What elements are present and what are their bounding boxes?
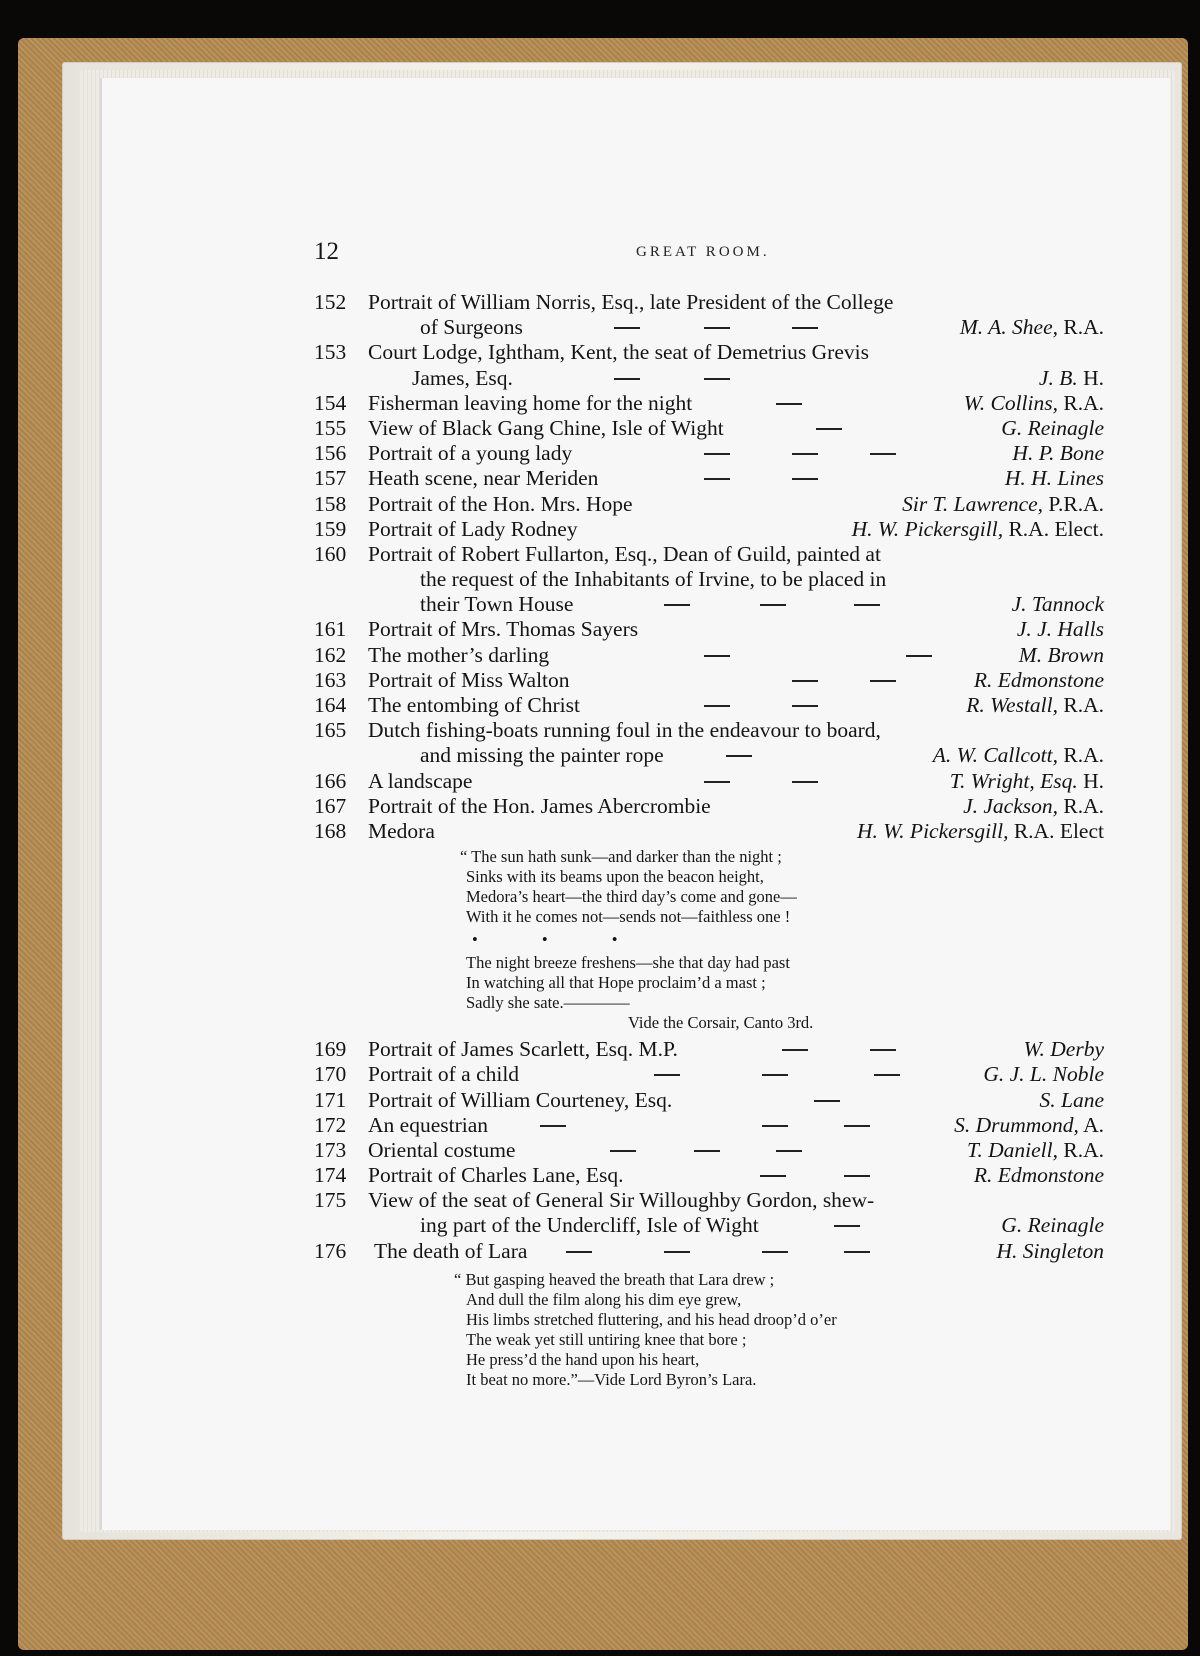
entry-title: Portrait of a young lady: [368, 441, 573, 466]
entry-number: 174: [314, 1163, 347, 1188]
entry-title: View of Black Gang Chine, Isle of Wight: [368, 415, 724, 440]
dash-rule: [694, 1150, 720, 1152]
entry-number: 153: [314, 340, 347, 365]
entry-title: A landscape: [368, 768, 473, 793]
dash-rule: [870, 453, 896, 455]
entry-number: 173: [314, 1137, 347, 1162]
dash-rule: [704, 453, 730, 455]
entry-number: 158: [314, 491, 347, 516]
dash-rule: [792, 781, 818, 783]
entry-title: Portrait of Charles Lane, Esq.: [368, 1163, 624, 1188]
entry-title: Portrait of a child: [368, 1062, 520, 1087]
quote-line: The weak yet still untiring knee that bore ;: [466, 1329, 747, 1349]
quote-line: The night breeze freshens—she that day had past: [466, 953, 790, 973]
entry-166: [314, 769, 1104, 794]
entry-number: 162: [314, 642, 347, 667]
entry-title: Portrait of Mrs. Thomas Sayers: [368, 617, 639, 642]
entry-number: 159: [314, 516, 347, 541]
artist: H. Singleton: [996, 1238, 1104, 1263]
artist: J. Tannock: [1011, 592, 1104, 617]
entry-title: The death of Lara: [374, 1238, 528, 1263]
entry-155: [314, 416, 1104, 441]
artist: M. Brown: [1018, 642, 1104, 667]
entry-number: 175: [314, 1188, 347, 1213]
entry-175: [314, 1188, 1104, 1213]
artist: R. Westall, R.A.: [966, 693, 1104, 717]
dash-rule: [792, 478, 818, 480]
entry-title: Portrait of Lady Rodney: [368, 516, 578, 541]
artist: R. Edmonstone: [973, 667, 1104, 692]
entry-title: The mother’s darling: [368, 642, 550, 667]
artist: S. Lane: [1039, 1087, 1104, 1112]
artist: H. W. Pickersgill, R.A. Elect.: [851, 516, 1104, 541]
quote-line: With it he comes not—sends not—faithless one !: [466, 907, 791, 927]
entry-174: [314, 1163, 1104, 1188]
artist: T. Daniell, R.A.: [967, 1137, 1104, 1162]
entry-154: [314, 391, 1104, 416]
entry-title: Portrait of William Norris, Esq., late President of the College: [368, 290, 894, 314]
entry-number: 169: [314, 1037, 347, 1062]
dash-rule: [762, 1074, 788, 1076]
dash-rule: [906, 655, 932, 657]
dash-rule: [844, 1125, 870, 1127]
entry-number: 155: [314, 415, 347, 440]
dash-rule: [874, 1074, 900, 1076]
dash-rule: [762, 1251, 788, 1253]
entry-title: Portrait of Robert Fullarton, Esq., Dean of Guild, painted at: [368, 541, 881, 566]
entry-continuation: [314, 592, 1104, 617]
artist: R. Edmonstone: [973, 1163, 1104, 1188]
entry-163: [314, 668, 1104, 693]
dash-rule: [704, 478, 730, 480]
artist: H. P. Bone: [1012, 441, 1104, 466]
dash-rule: [610, 1150, 636, 1152]
dash-rule: [844, 1175, 870, 1177]
entry-title: Medora: [368, 818, 435, 843]
entry-160: [314, 542, 1104, 567]
entry-167: [314, 794, 1104, 819]
ellipsis-dots: • • •: [472, 930, 648, 950]
entry-title: Portrait of James Scarlett, Esq. M.P.: [368, 1037, 678, 1062]
entry-number: 157: [314, 466, 347, 491]
quote-line: His limbs stretched fluttering, and his head droop’d o’er: [466, 1309, 837, 1329]
entry-159: [314, 517, 1104, 542]
artist: Sir T. Lawrence, P.R.A.: [902, 491, 1104, 516]
dash-rule: [704, 378, 730, 380]
entry-165: [314, 718, 1104, 743]
entry-title: Oriental costume: [368, 1137, 516, 1162]
dash-rule: [704, 327, 730, 329]
entry-164: [314, 693, 1104, 718]
entry-number: 165: [314, 718, 347, 743]
entry-157: [314, 466, 1104, 491]
dash-rule: [654, 1074, 680, 1076]
artist: A. W. Callcott, R.A.: [932, 743, 1104, 768]
entry-170: [314, 1062, 1104, 1087]
entry-173: [314, 1138, 1104, 1163]
entry-continuation: [314, 315, 1104, 340]
entry-153: [314, 340, 1104, 365]
entry-152: [314, 290, 1104, 315]
dash-rule: [566, 1251, 592, 1253]
artist: G. Reinagle: [1001, 415, 1104, 440]
entry-title: Portrait of William Courteney, Esq.: [368, 1087, 673, 1112]
entry-continuation: [314, 743, 1104, 768]
entry-number: 156: [314, 441, 347, 466]
entry-title: Portrait of the Hon. James Abercrombie: [368, 793, 711, 818]
dash-rule: [704, 781, 730, 783]
quote-line: He press’d the hand upon his heart,: [466, 1349, 700, 1369]
entry-number: 163: [314, 667, 347, 692]
entry-title-continued: the request of the Inhabitants of Irvine, to be placed in: [420, 567, 887, 592]
dash-rule: [792, 453, 818, 455]
dash-rule: [776, 1150, 802, 1152]
dash-rule: [792, 327, 818, 329]
entry-title: An equestrian: [368, 1112, 489, 1137]
quote-line: Medora’s heart—the third day’s come and gone—: [466, 887, 797, 907]
entry-title: Court Lodge, Ightham, Kent, the seat of Demetrius Grevis: [368, 340, 869, 365]
quote-line: And dull the film along his dim eye grew,: [466, 1289, 742, 1309]
entry-continuation: [314, 567, 1104, 592]
dash-rule: [726, 755, 752, 757]
dash-rule: [776, 403, 802, 405]
entry-171: [314, 1088, 1104, 1113]
entry-number: 172: [314, 1112, 347, 1137]
dash-rule: [870, 680, 896, 682]
entry-title-continued: ing part of the Undercliff, Isle of Wight: [420, 1213, 759, 1238]
entry-continuation: [314, 366, 1104, 391]
dash-rule: [816, 428, 842, 430]
entry-number: 176: [314, 1238, 347, 1263]
artist: J. B. H.: [1038, 365, 1104, 390]
dash-rule: [762, 1125, 788, 1127]
quote-line: “ The sun hath sunk—and darker than the night ;: [460, 847, 782, 867]
artist: W. Derby: [1023, 1037, 1104, 1062]
dash-rule: [614, 327, 640, 329]
entry-number: 164: [314, 693, 347, 717]
dash-rule: [854, 604, 880, 606]
dash-rule: [704, 655, 730, 657]
page-header: [314, 238, 1094, 268]
artist: H. H. Lines: [1004, 466, 1104, 491]
entry-title-continued: of Surgeons: [420, 315, 523, 340]
dash-rule: [614, 378, 640, 380]
entry-161: [314, 617, 1104, 642]
entry-title: Portrait of Miss Walton: [368, 667, 570, 692]
page-number: 12: [314, 238, 339, 265]
corsair-quotation: [460, 847, 1104, 1033]
entry-title: The entombing of Christ: [368, 693, 580, 717]
entry-title: Portrait of the Hon. Mrs. Hope: [368, 491, 633, 516]
entry-continuation: [314, 1213, 1104, 1238]
entry-number: 152: [314, 290, 347, 314]
entry-162: [314, 643, 1104, 668]
entry-number: 160: [314, 541, 347, 566]
entry-title: View of the seat of General Sir Willoughby Gordon, shew-: [368, 1188, 875, 1213]
quote-citation: Vide the Corsair, Canto 3rd.: [628, 1013, 814, 1033]
catalogue-entries: [314, 290, 1104, 1390]
artist: G. Reinagle: [1001, 1213, 1104, 1238]
entry-title: Heath scene, near Meriden: [368, 466, 599, 491]
dash-rule: [870, 1049, 896, 1051]
dash-rule: [792, 680, 818, 682]
dash-rule: [664, 604, 690, 606]
entry-title-continued: their Town House: [420, 592, 574, 617]
dash-rule: [834, 1225, 860, 1227]
entry-title: Fisherman leaving home for the night: [368, 390, 693, 415]
artist: J. Jackson, R.A.: [963, 793, 1104, 818]
artist: M. A. Shee, R.A.: [959, 315, 1104, 340]
artist: H. W. Pickersgill, R.A. Elect: [856, 818, 1104, 843]
quote-line: “ But gasping heaved the breath that Lara drew ;: [454, 1269, 775, 1289]
lara-quotation: [454, 1269, 1104, 1390]
dash-rule: [792, 705, 818, 707]
entry-168: [314, 819, 1104, 844]
artist: T. Wright, Esq. H.: [949, 768, 1104, 793]
entry-158: [314, 492, 1104, 517]
quote-line: Sadly she sate.————: [466, 993, 630, 1013]
dash-rule: [814, 1100, 840, 1102]
quote-line: In watching all that Hope proclaim’d a mast ;: [466, 973, 766, 993]
entry-156: [314, 441, 1104, 466]
running-title: GREAT ROOM.: [636, 244, 770, 260]
artist: J. J. Halls: [1016, 617, 1104, 642]
quote-line: It beat no more.”—Vide Lord Byron’s Lara.: [466, 1369, 757, 1389]
entry-title-continued: James, Esq.: [412, 365, 513, 390]
dash-rule: [760, 604, 786, 606]
entry-169: [314, 1037, 1104, 1062]
entry-number: 166: [314, 768, 347, 793]
artist: W. Collins, R.A.: [963, 390, 1104, 415]
dash-rule: [664, 1251, 690, 1253]
entry-172: [314, 1113, 1104, 1138]
entry-number: 170: [314, 1062, 347, 1087]
entry-number: 161: [314, 617, 347, 642]
dash-rule: [760, 1175, 786, 1177]
dash-rule: [782, 1049, 808, 1051]
dash-rule: [704, 705, 730, 707]
artist: G. J. L. Noble: [983, 1062, 1104, 1087]
entry-number: 154: [314, 390, 347, 415]
entry-title: Dutch fishing-boats running foul in the endeavour to board,: [368, 718, 881, 743]
quote-line: Sinks with its beams upon the beacon height,: [466, 867, 764, 887]
entry-176: [314, 1239, 1104, 1264]
entry-number: 168: [314, 818, 347, 843]
dash-rule: [844, 1251, 870, 1253]
entry-title-continued: and missing the painter rope: [420, 743, 664, 768]
entry-number: 167: [314, 793, 347, 818]
entry-number: 171: [314, 1087, 347, 1112]
artist: S. Drummond, A.: [954, 1112, 1104, 1137]
dash-rule: [540, 1125, 566, 1127]
